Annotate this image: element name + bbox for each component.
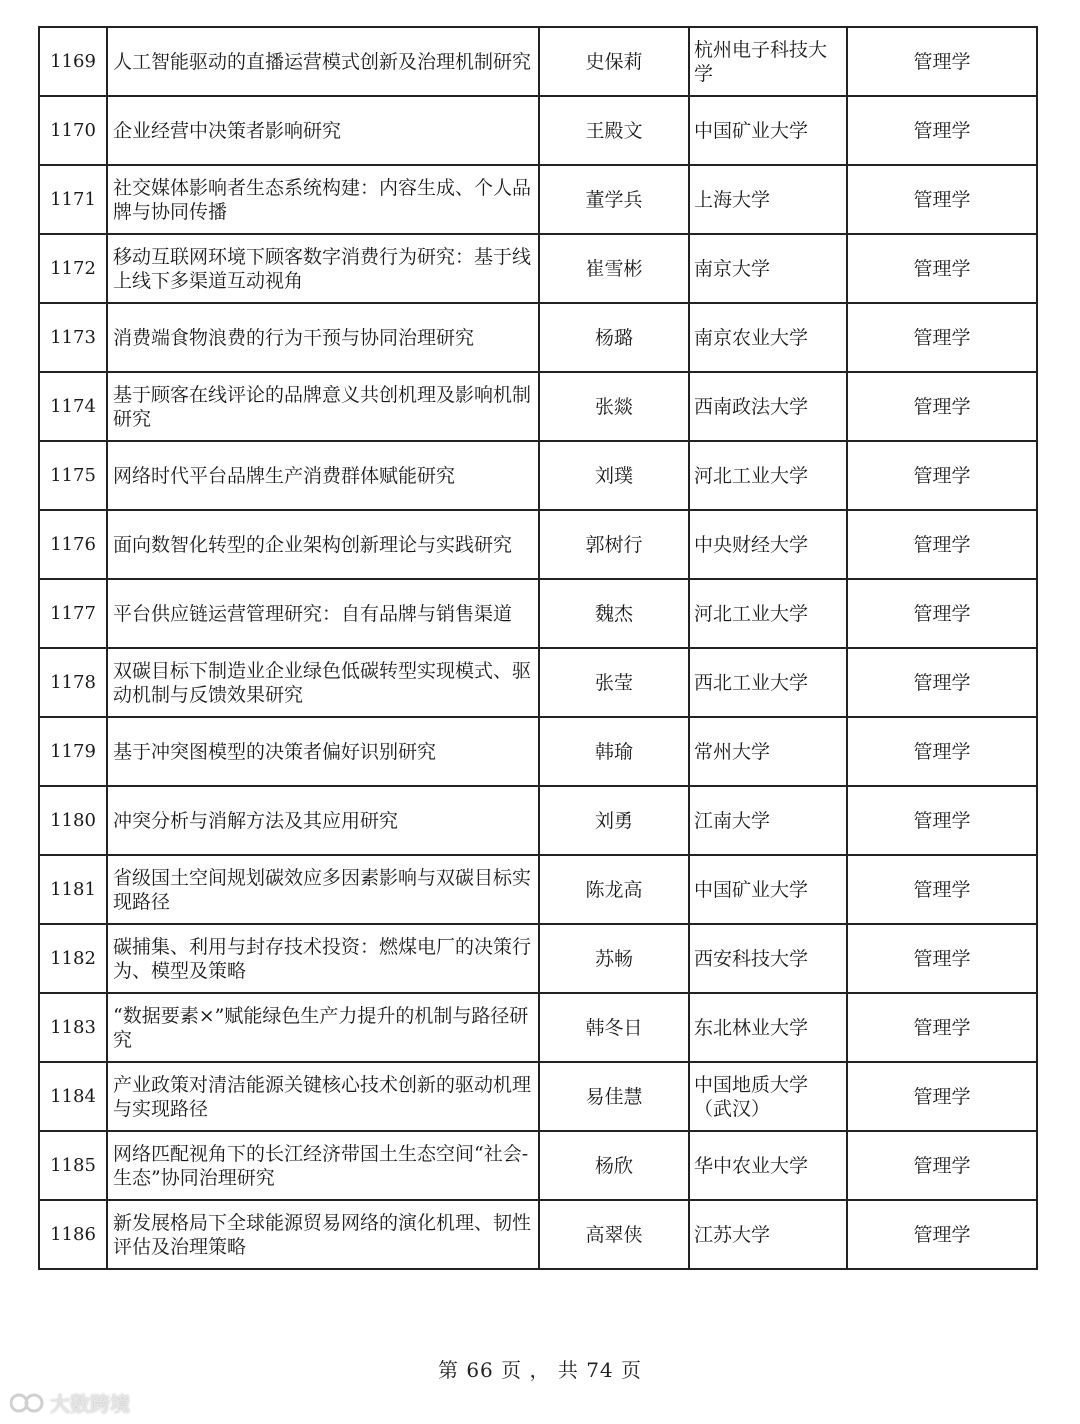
institution: 华中农业大学 bbox=[689, 1131, 847, 1200]
institution: 中央财经大学 bbox=[689, 510, 847, 579]
project-number: 1171 bbox=[39, 165, 107, 234]
project-title: 省级国土空间规划碳效应多因素影响与双碳目标实现路径 bbox=[107, 855, 539, 924]
subject-category: 管理学 bbox=[847, 303, 1037, 372]
institution: 江苏大学 bbox=[689, 1200, 847, 1269]
table-row bbox=[39, 234, 1037, 303]
subject-category: 管理学 bbox=[847, 924, 1037, 993]
table-row bbox=[39, 993, 1037, 1062]
subject-category: 管理学 bbox=[847, 234, 1037, 303]
institution: 西北工业大学 bbox=[689, 648, 847, 717]
institution: 中国矿业大学 bbox=[689, 855, 847, 924]
project-title: 基于冲突图模型的决策者偏好识别研究 bbox=[107, 717, 539, 786]
project-title: 面向数智化转型的企业架构创新理论与实践研究 bbox=[107, 510, 539, 579]
principal-investigator: 张莹 bbox=[539, 648, 689, 717]
principal-investigator: 刘勇 bbox=[539, 786, 689, 855]
project-title: 平台供应链运营管理研究：自有品牌与销售渠道 bbox=[107, 579, 539, 648]
subject-category: 管理学 bbox=[847, 27, 1037, 96]
subject-category: 管理学 bbox=[847, 372, 1037, 441]
project-title: 新发展格局下全球能源贸易网络的演化机理、韧性评估及治理策略 bbox=[107, 1200, 539, 1269]
principal-investigator: 郭树行 bbox=[539, 510, 689, 579]
project-title: 移动互联网环境下顾客数字消费行为研究：基于线上线下多渠道互动视角 bbox=[107, 234, 539, 303]
project-number: 1178 bbox=[39, 648, 107, 717]
project-number: 1184 bbox=[39, 1062, 107, 1131]
principal-investigator: 高翠侠 bbox=[539, 1200, 689, 1269]
subject-category: 管理学 bbox=[847, 717, 1037, 786]
table-row bbox=[39, 510, 1037, 579]
institution: 西南政法大学 bbox=[689, 372, 847, 441]
project-title: 消费端食物浪费的行为干预与协同治理研究 bbox=[107, 303, 539, 372]
principal-investigator: 韩瑜 bbox=[539, 717, 689, 786]
institution: 东北林业大学 bbox=[689, 993, 847, 1062]
project-number: 1186 bbox=[39, 1200, 107, 1269]
project-title: 产业政策对清洁能源关键核心技术创新的驱动机理与实现路径 bbox=[107, 1062, 539, 1131]
principal-investigator: 崔雪彬 bbox=[539, 234, 689, 303]
principal-investigator: 苏畅 bbox=[539, 924, 689, 993]
institution: 河北工业大学 bbox=[689, 441, 847, 510]
principal-investigator: 杨欣 bbox=[539, 1131, 689, 1200]
table-row bbox=[39, 1131, 1037, 1200]
subject-category: 管理学 bbox=[847, 165, 1037, 234]
table-row bbox=[39, 441, 1037, 510]
project-title: 双碳目标下制造业企业绿色低碳转型实现模式、驱动机制与反馈效果研究 bbox=[107, 648, 539, 717]
subject-category: 管理学 bbox=[847, 441, 1037, 510]
principal-investigator: 刘璞 bbox=[539, 441, 689, 510]
project-number: 1181 bbox=[39, 855, 107, 924]
subject-category: 管理学 bbox=[847, 648, 1037, 717]
page-footer bbox=[0, 1354, 1080, 1383]
watermark bbox=[10, 1388, 130, 1417]
principal-investigator: 杨璐 bbox=[539, 303, 689, 372]
table-row bbox=[39, 165, 1037, 234]
principal-investigator: 史保莉 bbox=[539, 27, 689, 96]
subject-category: 管理学 bbox=[847, 1200, 1037, 1269]
project-title: 人工智能驱动的直播运营模式创新及治理机制研究 bbox=[107, 27, 539, 96]
table-row bbox=[39, 579, 1037, 648]
subject-category: 管理学 bbox=[847, 1131, 1037, 1200]
subject-category: 管理学 bbox=[847, 579, 1037, 648]
project-title: 基于顾客在线评论的品牌意义共创机理及影响机制研究 bbox=[107, 372, 539, 441]
institution: 杭州电子科技大学 bbox=[689, 27, 847, 96]
institution: 南京大学 bbox=[689, 234, 847, 303]
institution: 常州大学 bbox=[689, 717, 847, 786]
institution: 南京农业大学 bbox=[689, 303, 847, 372]
project-number: 1175 bbox=[39, 441, 107, 510]
project-title: 社交媒体影响者生态系统构建：内容生成、个人品牌与协同传播 bbox=[107, 165, 539, 234]
project-number: 1177 bbox=[39, 579, 107, 648]
project-title: 冲突分析与消解方法及其应用研究 bbox=[107, 786, 539, 855]
project-number: 1182 bbox=[39, 924, 107, 993]
principal-investigator: 陈龙高 bbox=[539, 855, 689, 924]
project-number: 1169 bbox=[39, 27, 107, 96]
project-number: 1174 bbox=[39, 372, 107, 441]
table-row bbox=[39, 717, 1037, 786]
logo-mark-icon bbox=[10, 1390, 44, 1416]
subject-category: 管理学 bbox=[847, 855, 1037, 924]
subject-category: 管理学 bbox=[847, 786, 1037, 855]
project-number: 1172 bbox=[39, 234, 107, 303]
table-row bbox=[39, 303, 1037, 372]
project-number: 1179 bbox=[39, 717, 107, 786]
table-row bbox=[39, 786, 1037, 855]
project-title: 企业经营中决策者影响研究 bbox=[107, 96, 539, 165]
subject-category: 管理学 bbox=[847, 993, 1037, 1062]
subject-category: 管理学 bbox=[847, 1062, 1037, 1131]
page-number-text: 第 66 页 ， 共 74 页 bbox=[437, 1358, 643, 1382]
institution: 上海大学 bbox=[689, 165, 847, 234]
projects-table bbox=[38, 26, 1038, 1270]
table-row bbox=[39, 1200, 1037, 1269]
project-number: 1176 bbox=[39, 510, 107, 579]
projects-table-container bbox=[38, 26, 1036, 1270]
table-row bbox=[39, 96, 1037, 165]
table-row bbox=[39, 924, 1037, 993]
watermark-text: 大数跨境 bbox=[50, 1392, 130, 1416]
project-title: 网络时代平台品牌生产消费群体赋能研究 bbox=[107, 441, 539, 510]
subject-category: 管理学 bbox=[847, 510, 1037, 579]
subject-category: 管理学 bbox=[847, 96, 1037, 165]
principal-investigator: 魏杰 bbox=[539, 579, 689, 648]
institution: 江南大学 bbox=[689, 786, 847, 855]
project-title: 网络匹配视角下的长江经济带国土生态空间“社会-生态”协同治理研究 bbox=[107, 1131, 539, 1200]
principal-investigator: 韩冬日 bbox=[539, 993, 689, 1062]
table-row bbox=[39, 855, 1037, 924]
principal-investigator: 易佳慧 bbox=[539, 1062, 689, 1131]
table-row bbox=[39, 27, 1037, 96]
table-row bbox=[39, 372, 1037, 441]
project-number: 1185 bbox=[39, 1131, 107, 1200]
project-title: “数据要素×”赋能绿色生产力提升的机制与路径研究 bbox=[107, 993, 539, 1062]
institution: 河北工业大学 bbox=[689, 579, 847, 648]
institution: 中国矿业大学 bbox=[689, 96, 847, 165]
institution: 中国地质大学（武汉） bbox=[689, 1062, 847, 1131]
table-row bbox=[39, 1062, 1037, 1131]
institution: 西安科技大学 bbox=[689, 924, 847, 993]
principal-investigator: 张燚 bbox=[539, 372, 689, 441]
project-number: 1173 bbox=[39, 303, 107, 372]
project-number: 1183 bbox=[39, 993, 107, 1062]
principal-investigator: 王殿文 bbox=[539, 96, 689, 165]
project-number: 1180 bbox=[39, 786, 107, 855]
table-row bbox=[39, 648, 1037, 717]
project-number: 1170 bbox=[39, 96, 107, 165]
principal-investigator: 董学兵 bbox=[539, 165, 689, 234]
project-title: 碳捕集、利用与封存技术投资：燃煤电厂的决策行为、模型及策略 bbox=[107, 924, 539, 993]
